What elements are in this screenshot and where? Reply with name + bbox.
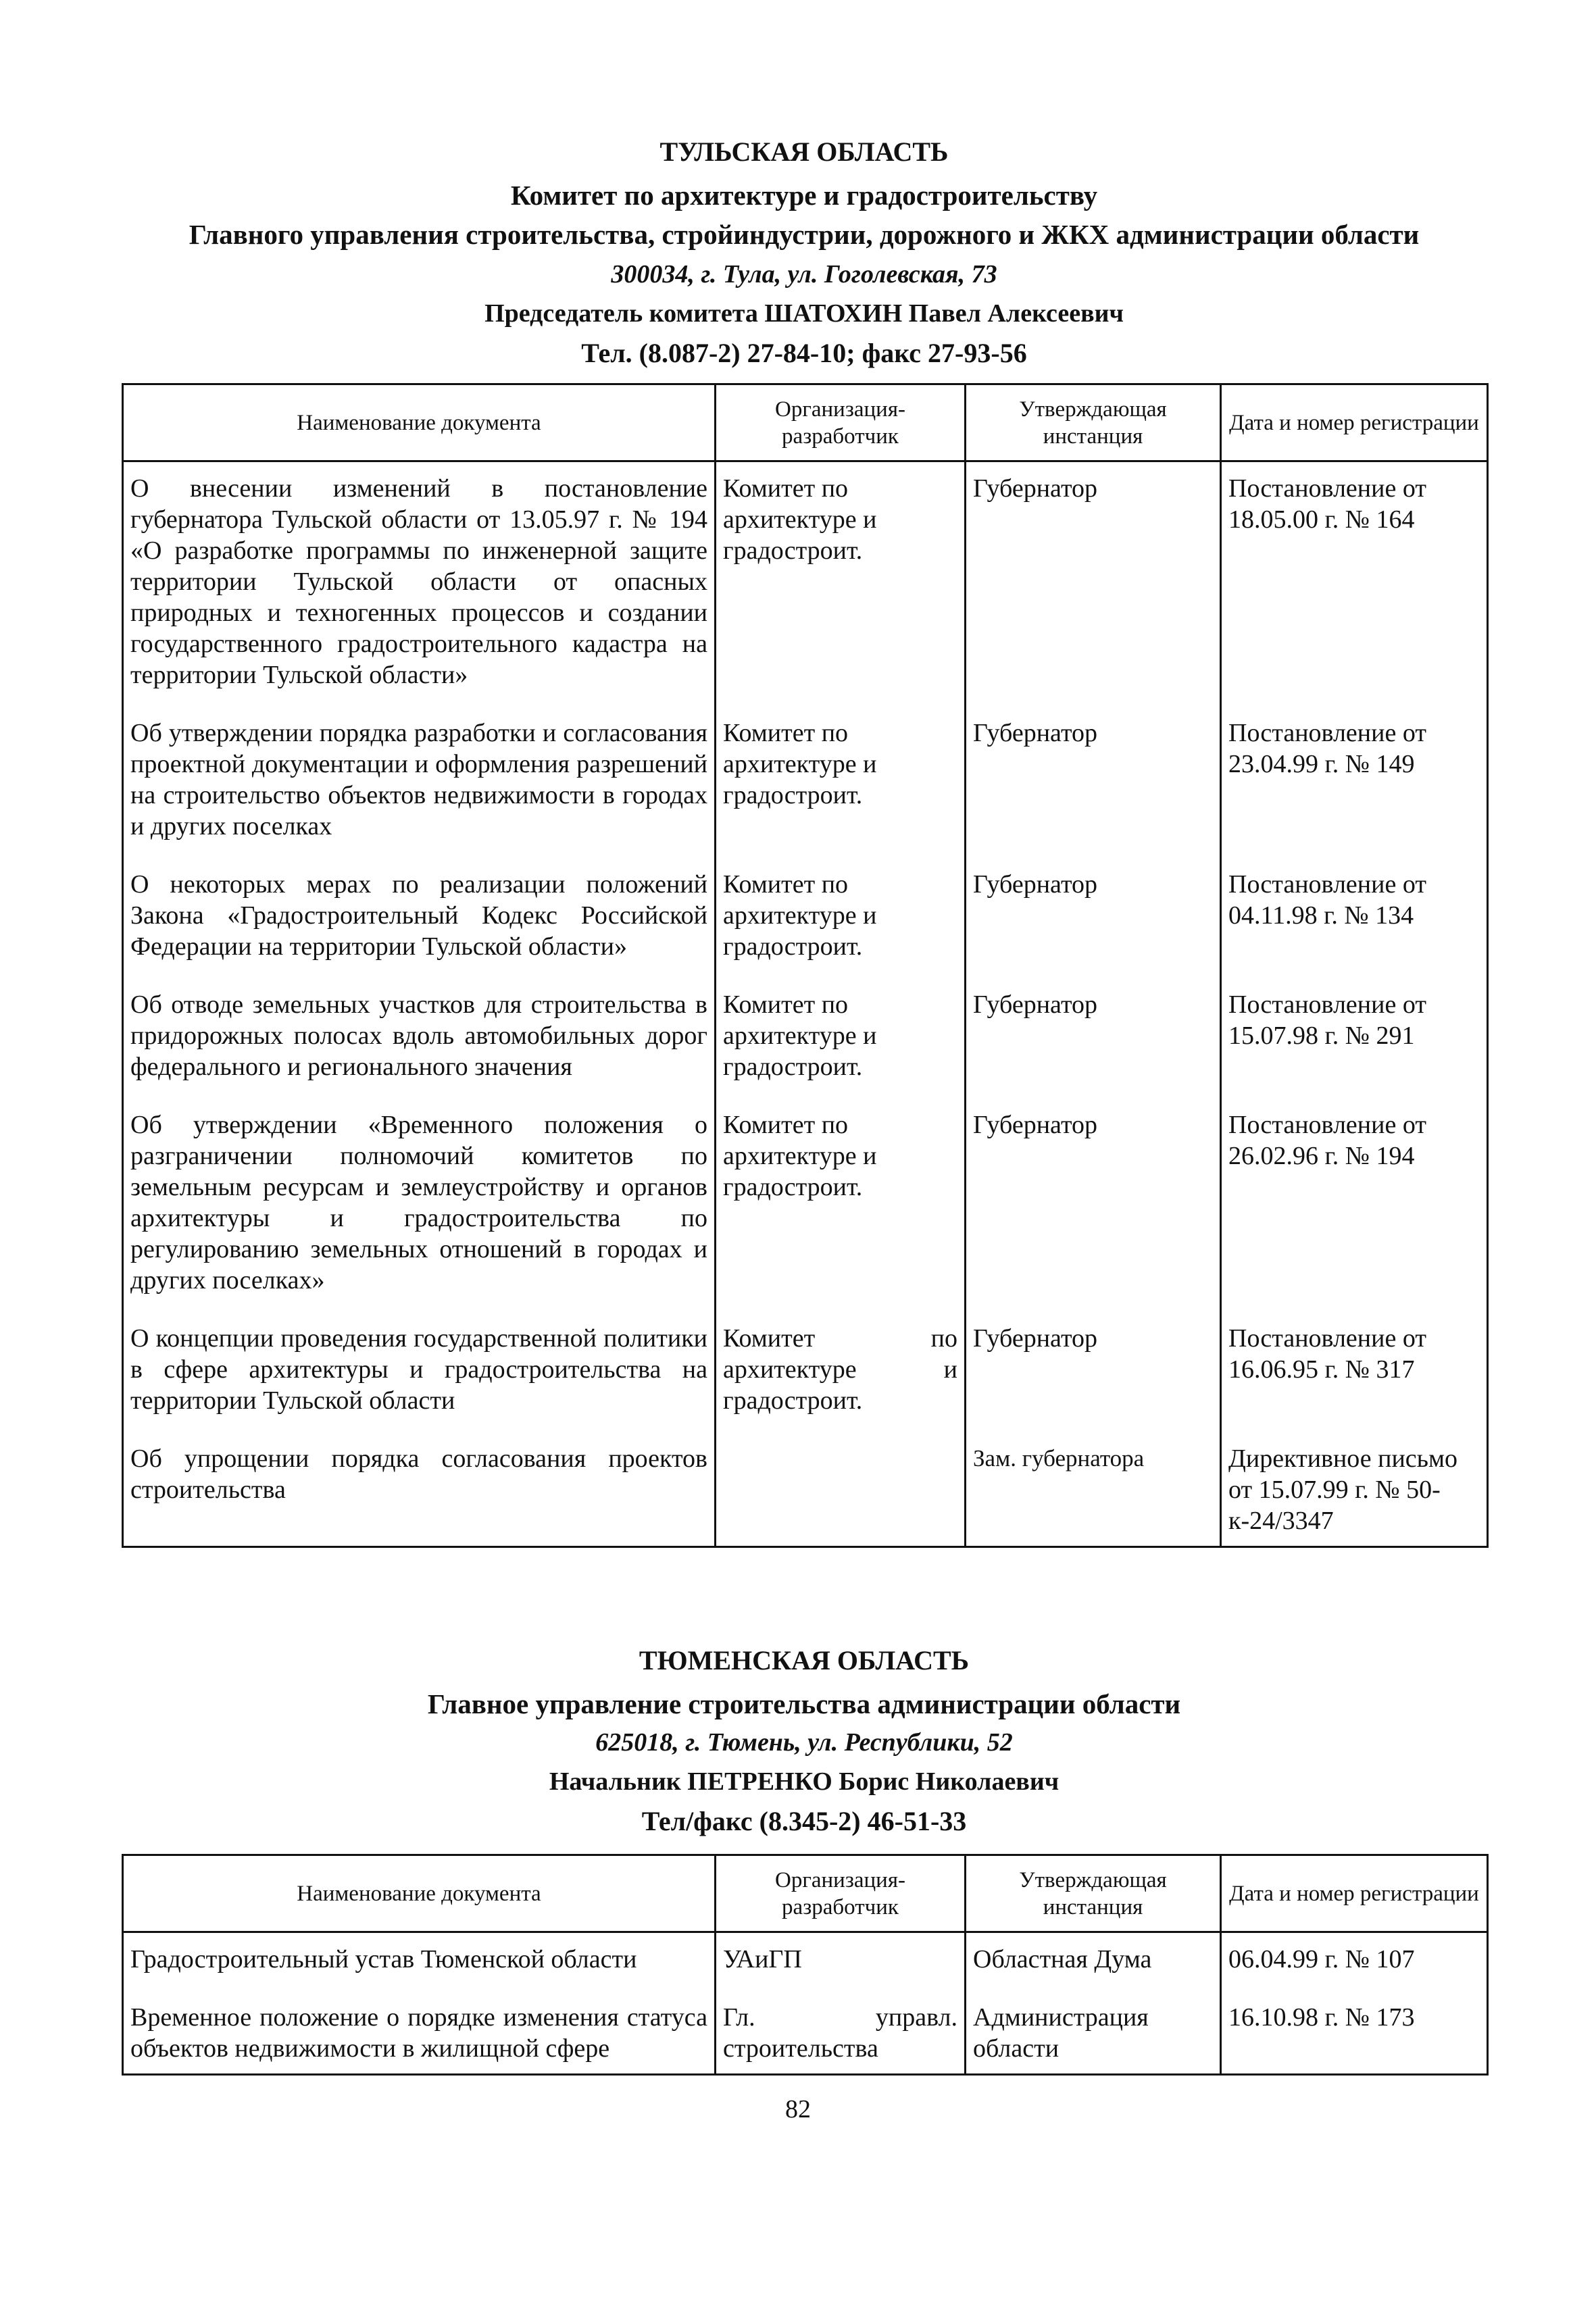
page-number: 82 [785, 2095, 811, 2123]
documents-table [122, 1854, 1489, 2076]
cell-developer: Комитет по архитектуре и градостроит. [716, 869, 966, 989]
column-header-name: Наименование документа [123, 1855, 716, 1932]
column-header-developer: Организация-разработчик [716, 1855, 966, 1932]
cell-registration: Постановление от 18.05.00 г. № 164 [1221, 461, 1488, 718]
table-row [123, 1932, 1488, 2003]
column-header-registration: Дата и номер регистрации [1221, 1855, 1488, 1932]
org-phone: Тел/факс (8.345-2) 46-51-33 [641, 1806, 967, 1836]
cell-document-name: Об утверждении порядка разработки и согласования проектной документации и оформления разрешений на строительство объектов недвижимости в городах и других поселках [123, 718, 716, 869]
cell-document-name: О внесении изменений в постановление губернатора Тульской области от 13.05.97 г. № 194 «О разработке программы по инженерной защите территории Тульской области от опасных природных и техногенных процессов и создании государственного градостроительного кадастра на территории Тульской области» [123, 461, 716, 718]
column-header-authority: Утверждающая инстанция [966, 1855, 1221, 1932]
table-row [123, 869, 1488, 989]
table-row [123, 989, 1488, 1109]
cell-document-name: О некоторых мерах по реализации положений Закона «Градостроительный Кодекс Российской Федерации на территории Тульской области» [123, 869, 716, 989]
cell-developer: Комитет по архитектуре и градостроит. [716, 989, 966, 1109]
table-row [123, 1109, 1488, 1323]
cell-document-name: Об утверждении «Временного положения о разграничении полномочий комитетов по земельным ресурсам и землеустройству и органов архитектуры и градостроительства по регулированию земельных отношений в городах и других поселках» [123, 1109, 716, 1323]
column-header-developer: Организация-разработчик [716, 384, 966, 461]
cell-developer [716, 1443, 966, 1547]
table-row [123, 718, 1488, 869]
cell-developer: Комитет по архитектуре и градостроит. [716, 718, 966, 869]
cell-document-name: Об отводе земельных участков для строительства в придорожных полосах вдоль автомобильных дорог федерального и регионального значения [123, 989, 716, 1109]
column-header-registration: Дата и номер регистрации [1221, 384, 1488, 461]
cell-registration: Постановление от 04.11.98 г. № 134 [1221, 869, 1488, 989]
region-title: ТЮМЕНСКАЯ ОБЛАСТЬ [639, 1645, 970, 1676]
cell-authority: Губернатор [966, 1109, 1221, 1323]
org-name-line2: Главного управления строительства, стройиндустрии, дорожного и ЖКХ администрации области [189, 219, 1420, 250]
documents-table [122, 383, 1489, 1548]
cell-registration: Постановление от 15.07.98 г. № 291 [1221, 989, 1488, 1109]
table-row [123, 2002, 1488, 2075]
cell-developer: Комитет по архитектуре и градостроит. [716, 1109, 966, 1323]
org-name-line1: Комитет по архитектуре и градостроительству [510, 180, 1098, 211]
cell-authority: Губернатор [966, 1323, 1221, 1443]
org-head: Председатель комитета ШАТОХИН Павел Алексеевич [484, 299, 1124, 328]
cell-registration: 06.04.99 г. № 107 [1221, 1932, 1488, 2003]
cell-developer: УАиГП [716, 1932, 966, 2003]
cell-authority: Зам. губернатора [966, 1443, 1221, 1547]
cell-authority: Губернатор [966, 718, 1221, 869]
column-header-authority: Утверждающая инстанция [966, 384, 1221, 461]
cell-document-name: О концепции проведения государственной политики в сфере архитектуры и градостроительства на территории Тульской области [123, 1323, 716, 1443]
table-header-row [123, 384, 1488, 461]
cell-developer: Комитет по архитектуре и градостроит. [716, 461, 966, 718]
table-header-row [123, 1855, 1488, 1932]
org-name-line1: Главное управление строительства администрации области [427, 1688, 1181, 1719]
org-address: 300034, г. Тула, ул. Гоголевская, 73 [611, 260, 997, 288]
table-row [123, 1323, 1488, 1443]
tyumen-section [122, 1647, 1487, 2076]
cell-authority: Губернатор [966, 461, 1221, 718]
tula-section [122, 136, 1487, 1548]
cell-developer: Гл. управл. строительства [716, 2002, 966, 2075]
org-address: 625018, г. Тюмень, ул. Республики, 52 [595, 1728, 1013, 1757]
cell-registration: Постановление от 16.06.95 г. № 317 [1221, 1323, 1488, 1443]
cell-registration: Постановление от 23.04.99 г. № 149 [1221, 718, 1488, 869]
cell-document-name: Градостроительный устав Тюменской области [123, 1932, 716, 2003]
cell-authority: Губернатор [966, 869, 1221, 989]
cell-document-name: Об упрощении порядка согласования проектов строительства [123, 1443, 716, 1547]
org-head: Начальник ПЕТРЕНКО Борис Николаевич [549, 1767, 1059, 1796]
region-title: ТУЛЬСКАЯ ОБЛАСТЬ [659, 136, 949, 167]
cell-developer: Комитет по архитектуре и градостроит. [716, 1323, 966, 1443]
cell-authority: Администрация области [966, 2002, 1221, 2075]
table-row [123, 1443, 1488, 1547]
org-phone: Тел. (8.087-2) 27-84-10; факс 27-93-56 [581, 338, 1027, 368]
table-row [123, 461, 1488, 718]
cell-registration: Директивное письмо от 15.07.99 г. № 50-к-24/3347 [1221, 1443, 1488, 1547]
column-header-name: Наименование документа [123, 384, 716, 461]
cell-registration: 16.10.98 г. № 173 [1221, 2002, 1488, 2075]
cell-document-name: Временное положение о порядке изменения статуса объектов недвижимости в жилищной сфере [123, 2002, 716, 2075]
cell-authority: Областная Дума [966, 1932, 1221, 2003]
cell-registration: Постановление от 26.02.96 г. № 194 [1221, 1109, 1488, 1323]
cell-authority: Губернатор [966, 989, 1221, 1109]
